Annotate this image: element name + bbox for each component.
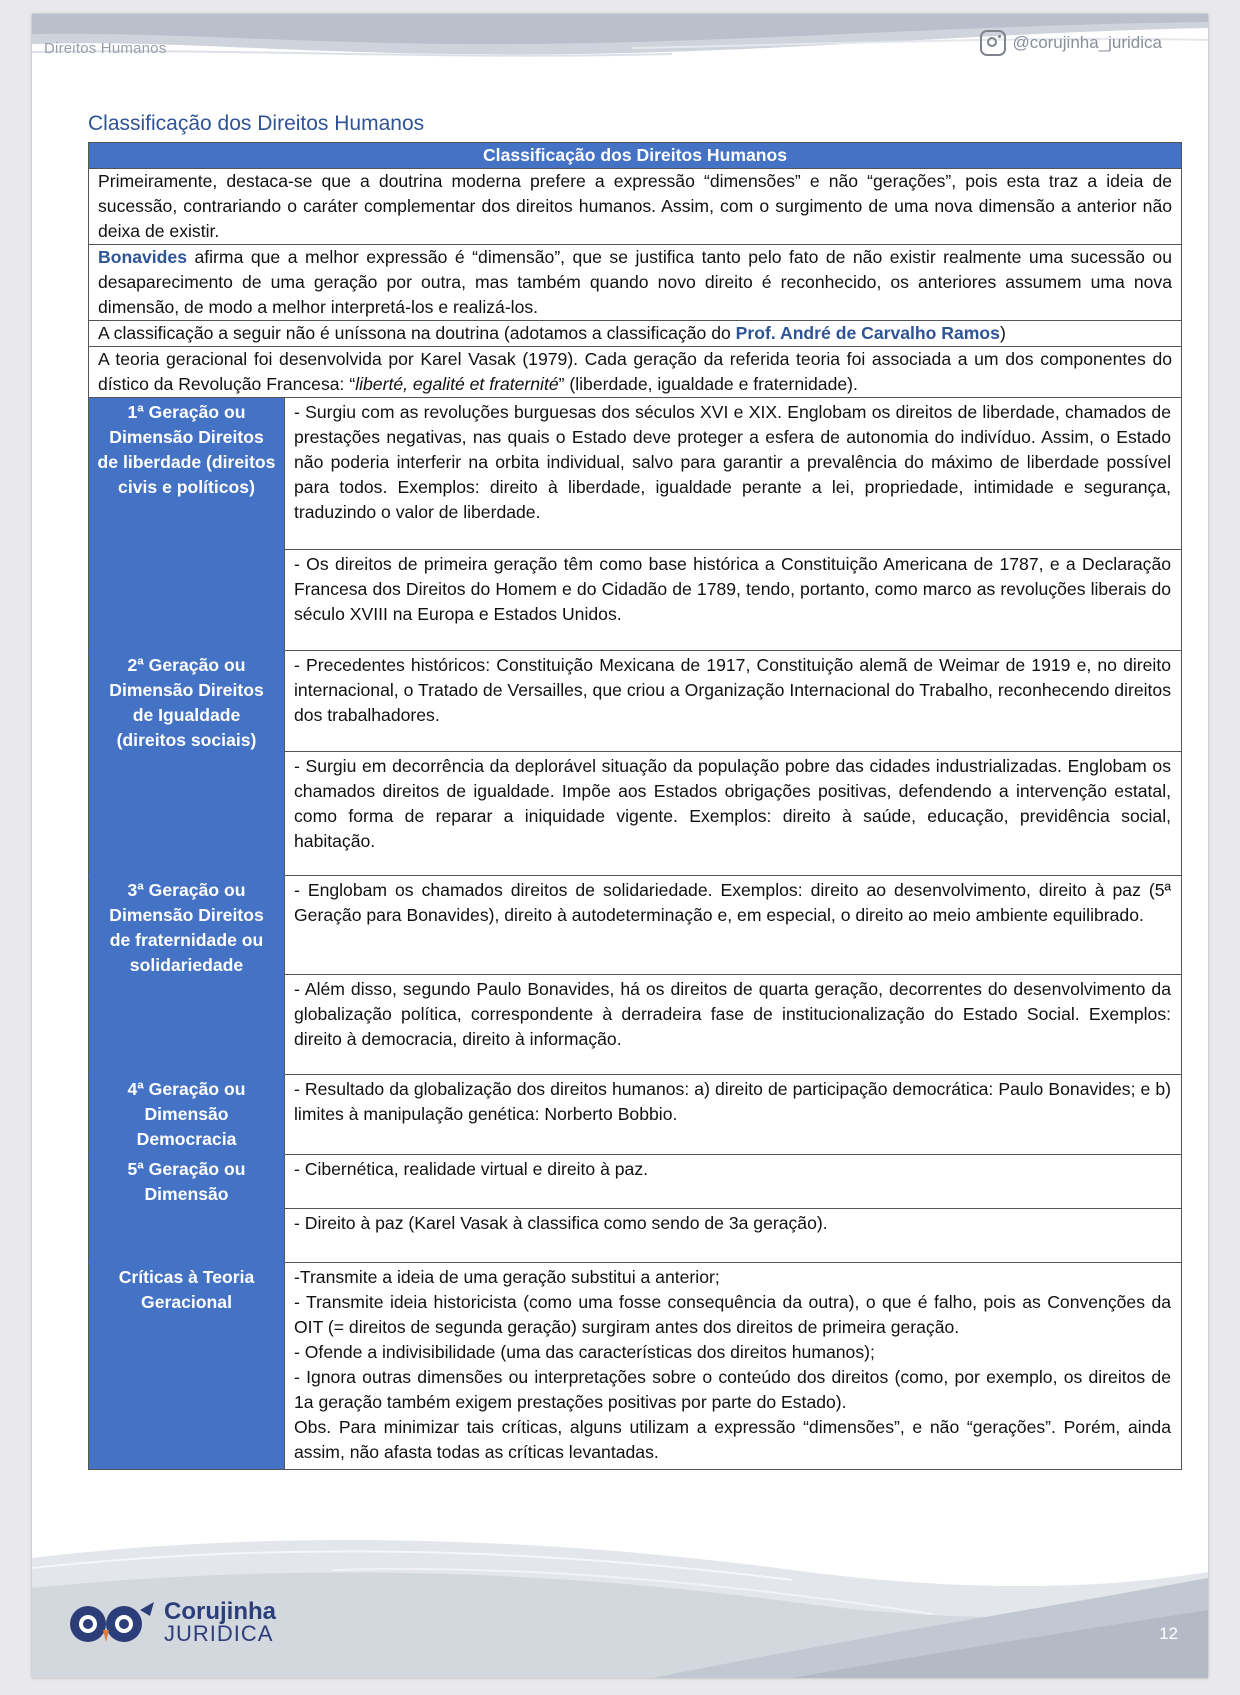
intro-text: ” (liberdade, igualdade e fraternidade).	[558, 374, 858, 394]
instagram-badge	[980, 30, 1162, 56]
generation-label: 2ª Geração ou Dimensão Direitos de Igualdade (direitos sociais)	[89, 651, 285, 876]
generation-item: - Surgiu em decorrência da deplorável situação da população pobre das cidades industrializadas. Englobam os chamados direitos de igualdade. Impõe aos Estados obrigações positivas, defendendo a intervenção estatal, como forma de reparar a iniquidade vigente. Exemplos: direito à saúde, educação, previdência social, habitação.	[285, 752, 1182, 876]
table-title: Classificação dos Direitos Humanos	[89, 143, 1182, 169]
intro-paragraph-2	[89, 245, 1182, 321]
instagram-handle: @corujinha_juridica	[1012, 33, 1162, 52]
generation-label: 3ª Geração ou Dimensão Direitos de fraternidade ou solidariedade	[89, 876, 285, 1075]
document-page	[32, 14, 1208, 1678]
generation-item: - Englobam os chamados direitos de solidariedade. Exemplos: direito ao desenvolvimento, direito à paz (5ª Geração para Bonavides), direito à autodeterminação e, em especial, o direito ao meio ambiente equilibrado.	[285, 876, 1182, 975]
intro-paragraph-4	[89, 347, 1182, 398]
logo-line-2: JURIDICA	[164, 1621, 274, 1646]
running-title: Direitos Humanos	[44, 40, 167, 57]
section-heading: Classificação dos Direitos Humanos	[88, 112, 425, 135]
generation-item: - Resultado da globalização dos direitos humanos: a) direito de participação democrática: Paulo Bonavides; e b) limites à manipulação genética: Norberto Bobbio.	[285, 1075, 1182, 1155]
author-name: Bonavides	[98, 247, 187, 267]
intro-paragraph-1: Primeiramente, destaca-se que a doutrina moderna prefere a expressão “dimensões” e não “gerações”, pois esta traz a ideia de sucessão, contrariando o caráter complementar dos direitos humanos. Assim, com o surgimento de uma nova dimensão a anterior não deixa de existir.	[89, 169, 1182, 245]
intro-text: A teoria geracional foi desenvolvida por Karel Vasak (1979). Cada geração da referida teoria foi associada a um dos componentes do dístico da Revolução Francesa: “	[98, 349, 1173, 394]
intro-text: )	[999, 323, 1006, 343]
criticism-list: -Transmite a ideia de uma geração substitui a anterior; - Transmite ideia historicista (como uma fosse consequência da outra), o que é falho, pois as Convenções da OIT (= direitos de segunda geração) surgiram antes dos direitos de primeira geração. - Ofende a indivisibilidade (uma das características dos direitos humanos); - Ignora outras dimensões ou interpretações sobre o conteúdo dos direitos (como, por exemplo, os direitos de 1a geração também exigem prestações positivas por parte do Estado). Obs. Para minimizar tais críticas, alguns utilizam a expressão “dimensões”, e não “gerações”. Porém, ainda assim, não afasta todas as críticas levantadas.	[285, 1263, 1182, 1470]
page-number: 12	[1159, 1624, 1178, 1643]
generation-label: 1ª Geração ou Dimensão Direitos de liberdade (direitos civis e políticos)	[89, 398, 285, 651]
generation-label: 5ª Geração ou Dimensão	[89, 1155, 285, 1263]
generation-item: - Cibernética, realidade virtual e direito à paz.	[285, 1155, 1182, 1209]
generation-item: - Além disso, segundo Paulo Bonavides, há os direitos de quarta geração, decorrentes do desenvolvimento da globalização política, correspondente à derradeira fase de institucionalização do Estado Social. Exemplos: direito à democracia, direito à informação.	[285, 975, 1182, 1075]
classification-table	[88, 142, 1182, 1470]
motto: liberté, egalité et fraternité	[355, 374, 559, 394]
intro-text: A classificação a seguir não é uníssona na doutrina (adotamos a classificação do	[98, 323, 736, 343]
generation-item: - Precedentes históricos: Constituição Mexicana de 1917, Constituição alemã de Weimar de 1919 e, no direito internacional, o Tratado de Versailles, que criou a Organização Internacional do Trabalho, reconhecendo direitos dos trabalhadores.	[285, 651, 1182, 752]
instagram-icon	[980, 30, 1006, 56]
generation-label: Críticas à Teoria Geracional	[89, 1263, 285, 1470]
generation-item: - Surgiu com as revoluções burguesas dos séculos XVI e XIX. Englobam os direitos de liberdade, chamados de prestações negativas, nas quais o Estado deve proteger a esfera de autonomia do indivíduo. Assim, o Estado não poderia interferir na orbita individual, salvo para garantir a prevalência do máximo de liberdade possível para todos. Exemplos: direito à liberdade, igualdade perante a lei, propriedade, intimidade e segurança, traduzindo o valor de liberdade.	[285, 398, 1182, 550]
brand-logo	[66, 1598, 276, 1648]
generation-item: - Os direitos de primeira geração têm como base histórica a Constituição Americana de 1787, e a Declaração Francesa dos Direitos do Homem e do Cidadão de 1789, tendo, portanto, como marco as revoluções liberais do século XVIII na Europa e Estados Unidos.	[285, 550, 1182, 651]
logo-line-1: Corujinha	[164, 1598, 276, 1625]
intro-text: afirma que a melhor expressão é “dimensão”, que se justifica tanto pelo fato de não existir realmente uma sucessão ou desaparecimento de uma geração por outra, mas também quando novo direito é reconhecido, os anteriores assumem uma nova dimensão, de modo a melhor interpretá-los e realizá-los.	[98, 247, 1173, 317]
owl-logo-icon	[66, 1598, 158, 1648]
intro-paragraph-3	[89, 321, 1182, 347]
author-name: Prof. André de Carvalho Ramos	[735, 323, 1000, 343]
generation-item: - Direito à paz (Karel Vasak à classifica como sendo de 3a geração).	[285, 1209, 1182, 1263]
generation-label: 4ª Geração ou Dimensão Democracia	[89, 1075, 285, 1155]
